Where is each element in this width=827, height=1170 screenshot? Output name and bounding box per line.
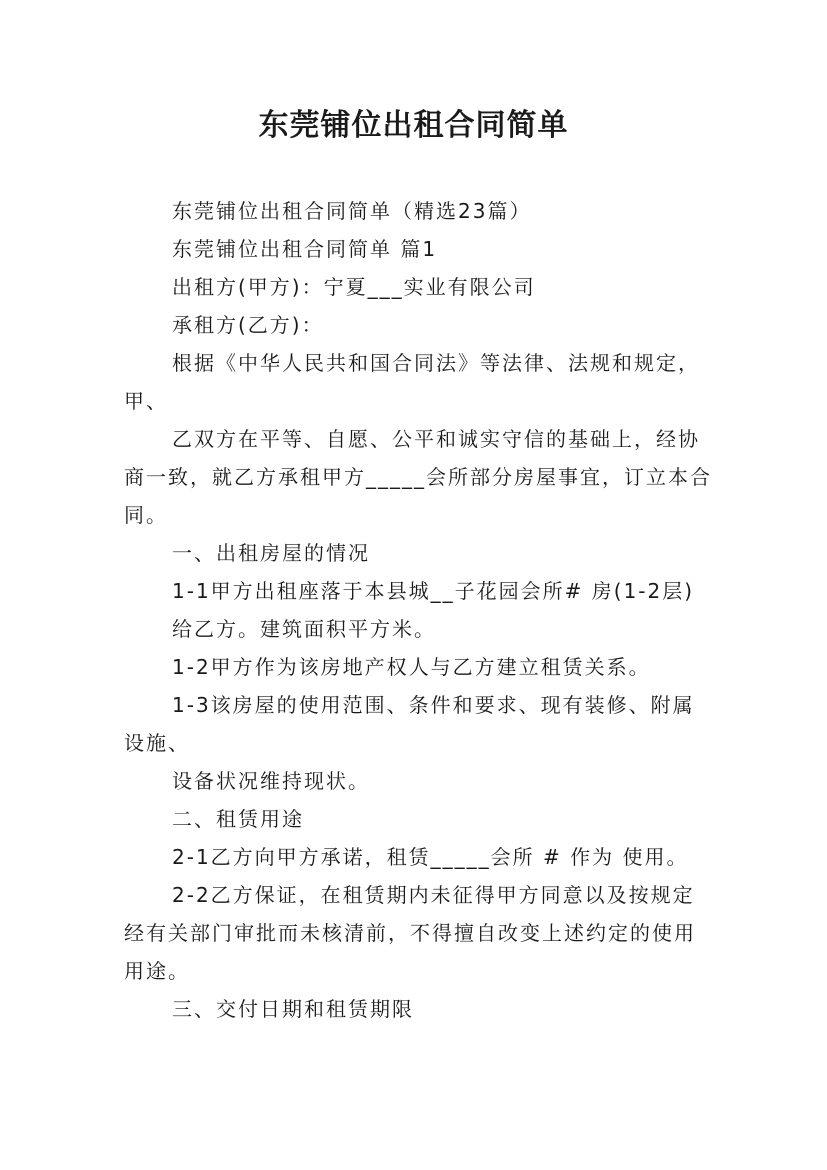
- paragraph-clause-2-2: 2-2乙方保证，在租赁期内未征得甲方同意以及按规定经有关部门审批而未核清前，不得擅自改变上述约定的使用用途。: [124, 883, 696, 983]
- paragraph-heading-2: 二、租赁用途: [172, 807, 304, 831]
- document-title: 东莞铺位出租合同简单: [258, 108, 569, 143]
- paragraph-clause-2-1: 2-1乙方向甲方承诺，租赁_____会所 # 作为 使用。: [172, 845, 689, 869]
- paragraph-heading-3: 三、交付日期和租赁期限: [172, 997, 414, 1021]
- paragraph-section-heading: 东莞铺位出租合同简单 篇1: [172, 237, 438, 261]
- paragraph-clause-1-2: 1-2甲方作为该房地产权人与乙方建立租赁关系。: [172, 655, 651, 679]
- paragraph-lessor: 出租方(甲方)：宁夏___实业有限公司: [172, 275, 536, 299]
- paragraph-clause-1-1-cont: 给乙方。建筑面积平方米。: [172, 617, 436, 641]
- paragraph-clause-1-3: 1-3该房屋的使用范围、条件和要求、现有装修、附属设施、: [124, 693, 695, 755]
- paragraph-agreement: 乙双方在平等、自愿、公平和诚实守信的基础上，经协商一致，就乙方承租甲方_____会所部分房屋事宜，订立本合同。: [124, 427, 712, 527]
- paragraph-heading-1: 一、出租房屋的情况: [172, 541, 370, 565]
- document-body: [124, 192, 714, 1028]
- paragraph-subtitle: 东莞铺位出租合同简单（精选23篇）: [172, 199, 532, 223]
- paragraph-clause-1-3-cont: 设备状况维持现状。: [172, 769, 370, 793]
- paragraph-lessee: 承租方(乙方)：: [172, 313, 324, 337]
- paragraph-clause-1-1: 1-1甲方出租座落于本县城__子花园会所# 房(1-2层): [172, 579, 695, 603]
- paragraph-legal-basis: 根据《中华人民共和国合同法》等法律、法规和规定，甲、: [124, 351, 700, 413]
